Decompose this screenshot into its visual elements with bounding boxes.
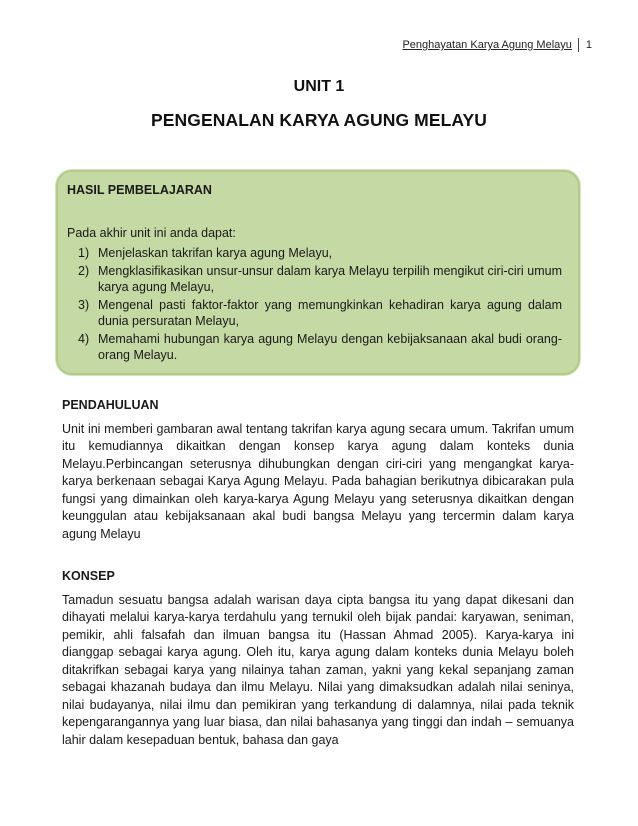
learning-outcome-number: 1) [78, 246, 90, 260]
page-number: 1 [585, 39, 592, 51]
konsep-section [62, 568, 574, 749]
unit-title: PENGENALAN KARYA AGUNG MELAYU [150, 110, 488, 130]
running-header-title: Penghayatan Karya Agung Melayu [402, 38, 578, 52]
learning-outcome-item [67, 245, 562, 261]
pendahuluan-section [62, 397, 574, 543]
learning-outcome-text: Menjelaskan takrifan karya agung Melayu, [98, 246, 333, 260]
learning-outcome-item [67, 297, 562, 329]
pendahuluan-body: Unit ini memberi gambaran awal tentang takrifan karya agung secara umum. Takrifan umum itu kemudiannya dikaitkan dengan konsep karya agung dalam konteks dunia Melayu.Perbincangan seterusnya dihubungkan dengan ciri-ciri yang mengangkat karya-karya berkenaan sebagai Karya Agung Melayu. Pada bahagian berikutnya dibicarakan pula fungsi yang dimainkan oleh karya-karya Agung Melayu yang seterusnya dikaitkan dengan keunggulan atau kebijaksanaan akal budi bangsa Melayu yang tercermin dalam karya agung Melayu [62, 421, 574, 541]
learning-outcome-item [67, 263, 562, 295]
learning-outcome-number: 3) [78, 298, 90, 312]
learning-outcome-text: Memahami hubungan karya agung Melayu dengan kebijaksanaan akal budi orang-orang Melayu. [98, 332, 562, 362]
learning-outcomes-intro: Pada akhir unit ini anda dapat: [67, 226, 236, 240]
learning-outcome-number: 2) [78, 264, 90, 278]
learning-outcomes-heading: HASIL PEMBELAJARAN [67, 183, 212, 197]
learning-outcomes-box [56, 170, 580, 375]
learning-outcome-text: Mengklasifikasikan unsur-unsur dalam karya Melayu terpilih mengikut ciri-ciri umum karya agung Melayu, [98, 264, 562, 294]
learning-outcome-text: Mengenal pasti faktor-faktor yang memungkinkan kehadiran karya agung dalam dunia persuratan Melayu, [98, 298, 562, 328]
learning-outcomes-list [67, 245, 562, 363]
learning-outcome-item [67, 331, 562, 363]
running-header [402, 38, 592, 52]
pendahuluan-heading: PENDAHULUAN [62, 398, 159, 412]
unit-label: UNIT 1 [293, 78, 345, 95]
konsep-body: Tamadun sesuatu bangsa adalah warisan daya cipta bangsa itu yang dapat dikesani dan dihayati melalui karya-karya terdahulu yang ternukil oleh bijak pandai: karyawan, seniman, pemikir, ahli falsafah dan ilmuan bangsa itu (Hassan Ahmad 2005). Karya-karya ini dianggap sebagai karya agung. Oleh itu, karya agung dalam konteks dunia Melayu boleh ditakrifkan sebagai karya yang nilainya tahan zaman, yakni yang kekal sepanjang zaman sebagai khazanah budaya dan ilmu Melayu. Nilai yang dimaksudkan adalah nilai seninya, nilai budayanya, nilai ilmu dan pemikiran yang terkandung di dalamnya, nilai pada teknik kepengarangannya yang luar biasa, dan nilai bahasanya yang tinggi dan indah – semuanya lahir dalam kesepaduan bentuk, bahasa dan gaya [62, 592, 574, 747]
konsep-heading: KONSEP [62, 569, 115, 583]
learning-outcome-number: 4) [78, 332, 90, 346]
